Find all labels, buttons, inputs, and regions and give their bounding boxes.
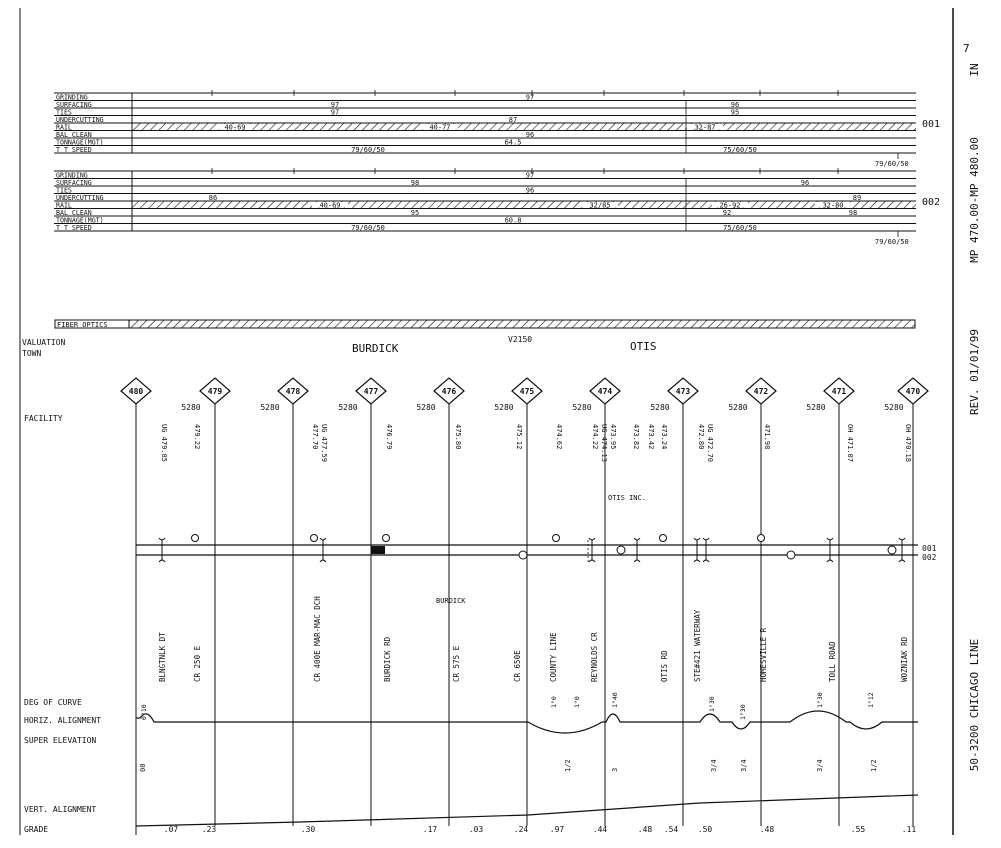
signal-symbol: [553, 535, 560, 542]
table-value: 97: [330, 108, 340, 117]
facility-milepost: 473.42: [647, 424, 655, 450]
grade-value: .24: [513, 825, 529, 834]
switch-symbol: [617, 546, 625, 554]
row-label: TIES: [56, 186, 72, 195]
grade-value: .23: [201, 825, 217, 834]
town-label: TOWN: [22, 349, 42, 358]
row-label: T T SPEED: [56, 223, 92, 232]
super-elevation: 00: [139, 763, 147, 772]
milepost-diagram: [121, 378, 928, 826]
milepost-number: 474: [597, 387, 613, 396]
segment-length: 5280: [416, 403, 436, 412]
line-title: 50-3200 CHICAGO LINE: [968, 638, 981, 772]
crossing-name: HOMESVILLE R: [759, 627, 768, 682]
facility-milepost: 475.80: [454, 424, 462, 450]
switch-symbol: [787, 551, 795, 559]
facility-milepost: 473.95: [609, 424, 617, 450]
crossing-list: [158, 596, 909, 682]
facility-milepost: 475.12: [515, 424, 523, 450]
table-value: 96: [525, 186, 535, 195]
super-elevation-label: SUPER ELEVATION: [24, 736, 97, 745]
facility-milepost: UG 477.59: [320, 424, 328, 462]
grade-value: .50: [697, 825, 713, 834]
table-value: 26-92: [719, 201, 741, 210]
switch-symbol: [519, 551, 527, 559]
signal-symbol: [758, 535, 765, 542]
segment-length: 5280: [260, 403, 280, 412]
curve-degree: 1°0: [573, 696, 581, 708]
table-value: 75/60/50: [723, 145, 757, 154]
valuation-code: V2150: [508, 335, 533, 344]
super-elevation: 3/4: [740, 759, 748, 772]
facility-list: [160, 424, 912, 462]
track-002-label: 002: [922, 553, 937, 562]
crossing-name: STE#421 WATERWAY: [693, 609, 702, 682]
town-otis: OTIS: [630, 340, 657, 353]
row-label: UNDERCUTTING: [56, 115, 104, 124]
facility-milepost: 473.24: [660, 424, 668, 450]
track-tables: [54, 90, 940, 246]
table-value: 79/60/50: [351, 145, 385, 154]
crossing-name: BURDICK RD: [383, 636, 392, 682]
table-value: 92: [722, 208, 732, 217]
segment-length: 5280: [728, 403, 748, 412]
burdick-siding-label: BURDICK: [436, 597, 466, 605]
table-value: 96: [525, 130, 535, 139]
curve-degree: 0°10: [140, 704, 148, 720]
crossing-name: CR 650E: [513, 650, 522, 682]
crossing-name: CR 575 E: [452, 645, 461, 682]
row-label: T T SPEED: [56, 145, 92, 154]
table-value: 97: [525, 171, 535, 180]
table-value: 60.8: [504, 216, 522, 225]
facility-milepost: 471.98: [763, 424, 771, 450]
super-elevation-list: [139, 759, 878, 772]
track-symbols: [159, 535, 905, 563]
segment-length: 5280: [572, 403, 592, 412]
bridge-symbol: [694, 538, 700, 562]
table-value: 86: [208, 193, 218, 202]
row-label: SURFACING: [56, 178, 92, 187]
table-value: 32-80: [822, 201, 844, 210]
track-number: 002: [922, 197, 941, 208]
curve-degree-list: [140, 692, 875, 720]
bridge-symbol: [634, 538, 640, 562]
rail-band: [132, 201, 916, 209]
end-speed: 79/60/50: [875, 238, 909, 246]
super-elevation: 3/4: [816, 759, 824, 772]
vert-alignment-label: VERT. ALIGNMENT: [24, 805, 97, 814]
table-value: 89: [852, 193, 862, 202]
crossing-name: OTIS RD: [660, 650, 669, 682]
table-value: 79/60/50: [351, 223, 385, 232]
row-label: TIES: [56, 108, 72, 117]
crossing-name: CR 400E MAR-MAC DCH: [313, 596, 322, 682]
crossing-name: BLNGTNLK DT: [158, 632, 167, 682]
signal-symbol: [192, 535, 199, 542]
segment-length: 5280: [494, 403, 514, 412]
segment-length: 5280: [806, 403, 826, 412]
table-value: 96: [730, 100, 740, 109]
curve-degree: 1°30: [739, 704, 747, 720]
curve-degree: 1°12: [867, 692, 875, 708]
table-value: 96: [800, 178, 810, 187]
table-value: 97: [525, 93, 535, 102]
row-label: TONNAGE(MGT): [56, 138, 104, 147]
grade-value: .11: [901, 825, 917, 834]
crossing-name: REYNOLDS CR: [590, 632, 599, 682]
row-label: BAL CLEAN: [56, 208, 92, 217]
bridge-symbol: [899, 538, 905, 562]
table-value: 98: [848, 208, 858, 217]
signal-symbol: [660, 535, 667, 542]
table-value: 75/60/50: [723, 223, 757, 232]
milepost-number: 477: [363, 387, 379, 396]
otis-inc-label: OTIS INC.: [608, 494, 646, 502]
facility-milepost: OH 470.18: [904, 424, 912, 462]
horiz-alignment-label: HORIZ. ALIGNMENT: [24, 716, 102, 725]
facility-milepost: UG 472.70: [706, 424, 714, 462]
segment-length: 5280: [338, 403, 358, 412]
crossing-name: WOZNIAK RD: [900, 636, 909, 682]
facility-milepost: UG 474.13: [600, 424, 608, 462]
table-value: 40-77: [429, 123, 451, 132]
facility-label: FACILITY: [24, 414, 63, 423]
bridge-symbol: [589, 538, 595, 562]
table-value: 32-87: [694, 123, 716, 132]
grade-value: .30: [300, 825, 316, 834]
super-elevation: 1/2: [564, 759, 572, 772]
super-elevation: 3: [611, 767, 619, 772]
milepost-number: 472: [753, 387, 769, 396]
table-value: 40-69: [319, 201, 341, 210]
facility-milepost: 473.82: [632, 424, 640, 450]
row-label: TONNAGE(MGT): [56, 216, 104, 225]
facility-milepost: 479.22: [193, 424, 201, 450]
super-elevation: 1/2: [870, 759, 878, 772]
table-value: 32/85: [589, 201, 611, 210]
table-value: 97: [330, 100, 340, 109]
curve-degree: 1°30: [816, 692, 824, 708]
segment-length: 5280: [884, 403, 904, 412]
facility-milepost: 472.80: [697, 424, 705, 450]
milepost-number: 478: [285, 387, 301, 396]
bridge-symbol: [159, 538, 165, 562]
row-label: RAIL: [56, 123, 72, 132]
row-label: SURFACING: [56, 100, 92, 109]
grade-value: .55: [850, 825, 866, 834]
deg-curve-label: DEG OF CURVE: [24, 698, 82, 707]
super-elevation: 3/4: [710, 759, 718, 772]
facility-milepost: 474.22: [591, 424, 599, 450]
facility-milepost: 474.62: [555, 424, 563, 450]
milepost-number: 475: [519, 387, 535, 396]
milepost-number: 480: [128, 387, 144, 396]
grade-value: .54: [663, 825, 679, 834]
track-lines: [136, 544, 937, 562]
table-value: 95: [730, 108, 740, 117]
mp-range: MP 470.00-MP 480.00: [968, 137, 981, 263]
row-label: RAIL: [56, 201, 72, 210]
facility-milepost: 477.70: [311, 424, 319, 450]
page-number: 7: [963, 42, 970, 55]
signal-symbol: [383, 535, 390, 542]
bridge-symbol: [827, 538, 833, 562]
track-number: 001: [922, 119, 941, 130]
bridge-block: [371, 546, 385, 554]
curve-degree: 1°40: [611, 692, 619, 708]
fiber-optics-bar: [55, 320, 915, 329]
switch-symbol: [888, 546, 896, 554]
curve-degree: 1°30: [708, 696, 716, 712]
track-table-002: [54, 168, 940, 246]
grade-value: .07: [163, 825, 179, 834]
grade-value: .48: [759, 825, 775, 834]
unit-label: IN: [968, 63, 981, 77]
grade-value: .17: [422, 825, 438, 834]
table-value: 98: [410, 178, 420, 187]
grade-value: .48: [637, 825, 653, 834]
milepost-number: 473: [675, 387, 691, 396]
valuation-label: VALUATION: [22, 338, 66, 347]
table-value: 64.5: [504, 138, 522, 147]
table-value: 40-69: [224, 123, 246, 132]
end-speed: 79/60/50: [875, 160, 909, 168]
signal-symbol: [311, 535, 318, 542]
table-value: 87: [508, 115, 518, 124]
row-label: GRINDING: [56, 93, 88, 102]
milepost-number: 470: [905, 387, 921, 396]
bridge-symbol: [703, 538, 709, 562]
track-001-label: 001: [922, 544, 937, 553]
fiber-optics-label: FIBER OPTICS: [57, 321, 108, 329]
segment-length: 5280: [181, 403, 201, 412]
table-value: 95: [410, 208, 420, 217]
row-label: UNDERCUTTING: [56, 193, 104, 202]
facility-milepost: OH 471.07: [846, 424, 854, 462]
row-label: BAL CLEAN: [56, 130, 92, 139]
facility-milepost: UG 479.85: [160, 424, 168, 462]
town-burdick: BURDICK: [352, 342, 399, 355]
milepost-number: 479: [207, 387, 223, 396]
facility-milepost: 476.79: [385, 424, 393, 450]
milepost-number: 471: [831, 387, 847, 396]
grade-list: [164, 825, 917, 834]
curve-degree: 1°0: [550, 696, 558, 708]
row-label: GRINDING: [56, 171, 88, 180]
crossing-name: COUNTY LINE: [549, 632, 558, 682]
grade-value: .97: [549, 825, 565, 834]
milepost-number: 476: [441, 387, 457, 396]
revision-date: REV. 01/01/99: [968, 328, 981, 416]
grade-value: .44: [592, 825, 608, 834]
bridge-symbol: [320, 538, 326, 562]
grade-value: .03: [468, 825, 484, 834]
grade-label: GRADE: [24, 825, 49, 834]
track-table-001: [54, 90, 940, 168]
segment-length: 5280: [650, 403, 670, 412]
crossing-name: TOLL ROAD: [828, 641, 837, 682]
crossing-name: CR 250 E: [193, 645, 202, 682]
